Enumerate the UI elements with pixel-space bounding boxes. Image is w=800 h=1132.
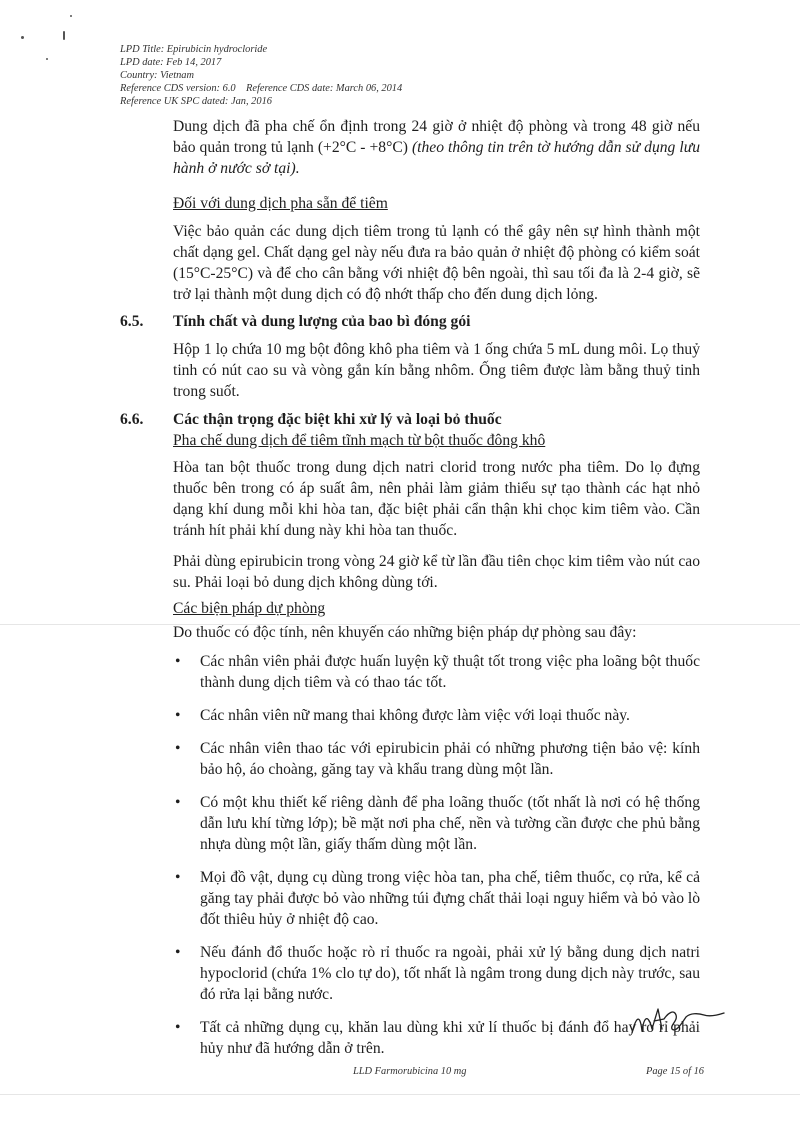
document-body [120,116,700,1071]
list-item-text: Các nhân viên nữ mang thai không được làm việc với loại thuốc này. [200,707,630,724]
document-header [120,43,402,108]
section-number: 6.6. [120,411,144,428]
bullet-icon: • [175,794,181,811]
list-item-text: Tất cả những dụng cụ, khăn lau dùng khi xử lí thuốc bị đánh đổ hay rò rỉ phải hủy như đã hướng dẫn ở trên. [200,1019,700,1057]
scan-speck [21,36,24,39]
header-line: LPD date: Feb 14, 2017 [120,57,222,68]
page-number: Page 15 of 16 [646,1066,705,1077]
bullet-icon: • [175,869,181,886]
scan-speck [63,31,65,40]
list-item-text: Nếu đánh đổ thuốc hoặc rò rỉ thuốc ra ngoài, phải xử lý bằng dung dịch natri hypoclorid (chứa 1% clo tự do), tốt nhất là ngâm trong dung dịch này trước, sau đó rửa lại bằng nước. [200,944,700,1003]
subheading-ready-solution: Đối với dung dịch pha sẵn để tiêm [173,195,388,212]
section-title: Các thận trọng đặc biệt khi xử lý và loại bỏ thuốc [173,411,502,428]
header-line: Country: Vietnam [120,70,194,81]
list-item-text: Mọi đồ vật, dụng cụ dùng trong việc hòa tan, pha chế, tiêm thuốc, cọ rửa, kể cả găng tay phải được bỏ vào những túi đựng chất thải loại nguy hiểm và bỏ vào lò đốt thiêu hủy ở nhiệt độ cao. [200,869,701,928]
section-number: 6.5. [120,313,144,330]
subheading-preparation: Pha chế dung dịch để tiêm tĩnh mạch từ bột thuốc đông khô [173,432,546,449]
stability-note: (theo thông tin trên tờ hướng dẫn sử dụng lưu hành ở nước sở tại). [173,139,700,177]
precautions-list [120,651,700,1059]
bullet-icon: • [175,740,181,757]
bullet-icon: • [175,1019,181,1036]
subheading-precautions: Các biện pháp dự phòng [173,600,326,617]
paragraph-preparation: Hòa tan bột thuốc trong dung dịch natri clorid trong nước pha tiêm. Do lọ đựng thuốc bên trong có áp suất âm, nên phải làm giảm thiểu sự tạo thành các hạt nhỏ dạng khí dung mỗi khi hòa tan, đặc biệt phải cẩn thận khi chọc kim tiêm vào. Cần tránh hít phải khí dung này khi hòa tan thuốc. [173,459,700,539]
section-6-6-heading [120,409,700,430]
list-item [173,1017,700,1059]
paragraph-stability [120,116,700,179]
bullet-icon: • [175,707,181,724]
header-line: Reference CDS version: 6.0 Reference CDS date: March 06, 2014 [120,83,403,94]
header-line: LPD Title: Epirubicin hydrocloride [120,44,268,55]
signature-icon [628,1003,728,1043]
stability-text: Dung dịch đã pha chế ổn định trong 24 giờ ở nhiệt độ phòng và trong 48 giờ nếu bảo quản trong tủ lạnh (+2°C - +8°C) [173,118,700,156]
list-item [173,792,700,855]
list-item-text: Các nhân viên thao tác với epirubicin phải có những phương tiện bảo vệ: kính bảo hộ, áo choàng, găng tay và khẩu trang dùng một lần. [200,740,700,778]
footer-document-name: LLD Farmorubicina 10 mg [353,1066,467,1077]
paragraph-ready-solution: Việc bảo quản các dung dịch tiêm trong tủ lạnh có thể gây nên sự hình thành một chất dạng gel. Chất dạng gel này nếu đưa ra bảo quản ở nhiệt độ phòng có kiểm soát (15°C-25°C) và để cho cân bằng với nhiệt độ bên ngoài, thì sau tối đa là 2-4 giờ, sẽ trở lại thành một dung dịch có độ nhớt thấp cho đến dung dịch lỏng. [173,223,700,303]
bullet-icon: • [175,944,181,961]
list-item [173,705,700,726]
scan-speck [70,15,72,17]
list-item [173,651,700,693]
header-line: Reference UK SPC dated: Jan, 2016 [120,96,272,107]
scan-line [0,1094,800,1095]
list-item-text: Các nhân viên phải được huấn luyện kỹ thuật tốt trong việc pha loãng bột thuốc thành dung dịch tiêm và có thao tác tốt. [200,653,700,691]
list-item [173,738,700,780]
paragraph-packaging: Hộp 1 lọ chứa 10 mg bột đông khô pha tiêm và 1 ống chứa 5 mL dung môi. Lọ thuỷ tinh có nút cao su và vòng gắn kín bằng nhôm. Ống tiêm được làm bằng thuỷ tinh trong suốt. [173,341,700,400]
list-item [173,867,700,930]
bullet-icon: • [175,653,181,670]
section-6-5-heading [120,311,700,332]
paragraph-discard: Phải dùng epirubicin trong vòng 24 giờ kể từ lần đầu tiên chọc kim tiêm vào nút cao su. Phải loại bỏ dung dịch không dùng tới. [173,553,700,591]
paragraph-precautions-intro: Do thuốc có độc tính, nên khuyến cáo những biện pháp dự phòng sau đây: [173,624,637,641]
scan-speck [46,58,48,60]
list-item [173,942,700,1005]
list-item-text: Có một khu thiết kế riêng dành để pha loãng thuốc (tốt nhất là nơi có hệ thống dẫn lưu khí từng lớp); bề mặt nơi pha chế, nền và tường cần được che phủ bằng nhựa dùng một lần, giấy thấm dùng một lần. [200,794,700,853]
section-title: Tính chất và dung lượng của bao bì đóng gói [173,313,471,330]
